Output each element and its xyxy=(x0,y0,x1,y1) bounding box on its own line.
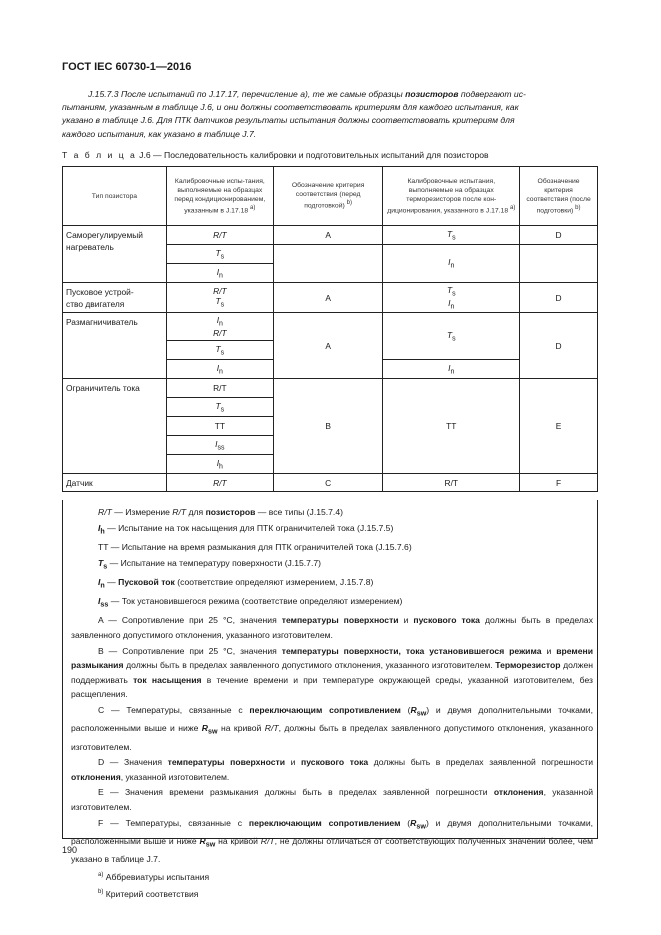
test-cell: $I_n$ xyxy=(166,264,273,283)
calibration-table xyxy=(62,166,598,492)
test-cell: $T_s$ xyxy=(166,245,273,264)
page-number: 190 xyxy=(62,845,78,855)
test-cell: TT xyxy=(166,417,273,436)
criterion-cell: A xyxy=(273,313,383,379)
empty-cell xyxy=(273,245,383,283)
table-caption xyxy=(62,150,489,160)
test-cell: TT xyxy=(383,379,520,474)
document-header: ГОСТ IEC 60730-1—2016 xyxy=(62,61,192,73)
criterion-cell: C xyxy=(273,474,383,492)
table-header-row xyxy=(63,167,598,226)
caption-text: J.6 — Последовательность калибровки и подготовительных испытаний для позисторов xyxy=(136,150,489,160)
note-item: $I_n$ — Пусковой ток (соответствие определяют измерением, J.15.7.8) xyxy=(98,576,374,590)
caption-label: Т а б л и ц а xyxy=(62,150,137,160)
type-cell: Датчик xyxy=(63,474,167,492)
criterion-cell: D xyxy=(520,313,598,379)
criterion-a-note: A — Сопротивление при 25 °С, значения температуры поверхности и пускового тока должны быть в пределах заявленного допустимого отклонения, указанного изготовителем. xyxy=(71,615,593,641)
test-cell: $I_n$ xyxy=(166,360,273,379)
criterion-b-note: В — Сопротивление при 25 °С, значения температуры поверхности, тока установившегося режима и времени размыкания должны быть в пределах заявленного допустимого отклонения, указанного изготовителем. Терморезистор должен поддерживать ток насыщения в течение времени и при температуре окружающей среды, указанной изготовителем, без расщепления. xyxy=(71,645,594,700)
criterion-cell: A xyxy=(273,226,383,245)
criterion-cell: D xyxy=(520,226,598,245)
table-row xyxy=(63,313,598,341)
col-header-before: Калибровочные испы-тания, выполняемые на образцах перед кондиционированием, указанным в J.17.18 $^{a)}$ xyxy=(166,167,273,226)
note-item: $I_h$ — Испытание на ток насыщения для ПТК ограничителей тока (J.15.7.5) xyxy=(98,522,394,536)
criterion-cell: B xyxy=(273,379,383,474)
criterion-e-note: Е — Значения времени размыкания должны быть в пределах заявленной погрешности отклонения, указанной изготовителем. xyxy=(71,787,593,812)
note-item: TT — Испытание на время размыкания для ПТК ограничителей тока (J.15.7.6) xyxy=(98,541,412,552)
type-cell: Ограничитель тока xyxy=(63,379,167,474)
note-item: $T_s$ — Испытание на температуру поверхности (J.15.7.7) xyxy=(98,557,321,571)
type-cell: Пусковое устрой- ство двигателя xyxy=(63,283,167,313)
criterion-cell: E xyxy=(520,379,598,474)
test-cell: $I_n$ xyxy=(383,245,520,283)
intro-text: пытаниям, указанным в таблице J.6, и они должны соответствовать критериям для каждого испытания, как xyxy=(62,102,519,113)
col-header-criterion-after: Обозначение критерия соответствия (после подготовки) $^{b)}$ xyxy=(520,167,598,226)
test-cell: R/T xyxy=(166,474,273,492)
criterion-cell: A xyxy=(273,283,383,313)
test-cell: R/T xyxy=(383,474,520,492)
criterion-d-note: D — Значения температуры поверхности и пускового тока должны быть в пределах заявленной погрешности отклонения, указанной изготовителем. xyxy=(71,757,593,782)
test-cell: R/T xyxy=(166,379,273,398)
criterion-c-note: С — Температуры, связанные с переключающим сопротивлением $(R_{sw})$ и двумя дополнительными точками, расположенными выше и ниже $R_{sw}$ на кривой R/T, должны быть в пределах заявленного допустимого отклонения, указанного изготовителем. xyxy=(71,705,594,752)
intro-paragraph xyxy=(62,88,598,141)
test-cell: $I_{ss}$ xyxy=(166,436,273,455)
test-cell: R/T xyxy=(166,226,273,245)
test-cell: R/T $T_s$ xyxy=(166,283,273,313)
test-cell: $T_s$ xyxy=(166,341,273,360)
col-header-criterion-before: Обозначение критерия соответствия (перед подготовкой) $^{b)}$ xyxy=(273,167,383,226)
intro-text: каждого испытания, как указано в таблице J.7. xyxy=(62,128,257,139)
empty-cell xyxy=(520,245,598,283)
table-row xyxy=(63,474,598,492)
test-cell: $T_s$ $I_n$ xyxy=(383,283,520,313)
intro-text: указано в таблице J.6. Для ПТК датчиков результаты испытания должны соответствовать критериям для xyxy=(62,115,515,126)
note-item: R/T — Измерение R/T для позисторов — все типы (J.15.7.4) xyxy=(98,507,343,517)
test-cell: $I_n$ R/T xyxy=(166,313,273,341)
test-cell: $I_h$ xyxy=(166,455,273,474)
type-cell: Размагничиватель xyxy=(63,313,167,379)
intro-text: подвергают ис- xyxy=(458,89,526,99)
criterion-f-note: F — Температуры, связанные с переключающим сопротивлением $(R_{sw})$ и двумя дополнительными точками, расположенными выше и ниже $R_{sw}$ на кривой R/T, не должны отличаться от соответствующих полученных значений более, чем указано в таблице J.7. xyxy=(71,817,594,865)
criterion-cell: D xyxy=(520,283,598,313)
intro-text: J.15.7.3 После испытаний по J.17.17, перечисление а), те же самые образцы xyxy=(88,89,406,99)
type-cell: Саморегулируемый нагреватель xyxy=(63,226,167,283)
test-cell: $T_s$ xyxy=(383,226,520,245)
col-header-after: Калибровочные испытания, выполняемые на образцах терморезисторов после кон-диционирования, указанного в J.17.18 $^{a)}$ xyxy=(383,167,520,226)
col-header-type: Тип позистора xyxy=(63,167,167,226)
table-row xyxy=(63,283,598,313)
note-item: $I_{ss}$ — Ток установившегося режима (соответствие определяют измерением) xyxy=(98,596,403,609)
criterion-cell: F xyxy=(520,474,598,492)
table-row xyxy=(63,379,598,398)
intro-term: позисторов xyxy=(405,89,459,99)
test-cell: $T_s$ xyxy=(383,313,520,360)
test-cell: $I_n$ xyxy=(383,360,520,379)
footnote-a: $^{a)}$ Аббревиатуры испытания xyxy=(98,871,210,882)
table-row xyxy=(63,226,598,245)
footnote-b: $^{b)}$ Критерий соответствия xyxy=(98,889,199,900)
test-cell: $T_s$ xyxy=(166,398,273,417)
